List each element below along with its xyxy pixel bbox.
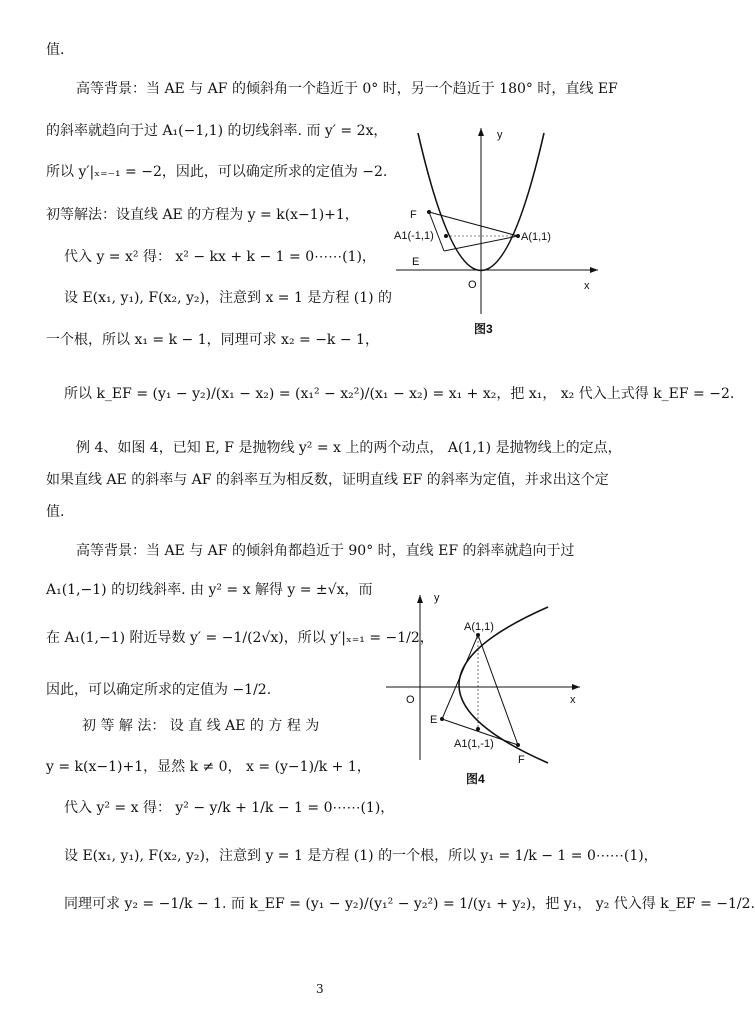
text-line: 所以 k_EF = (y₁ − y₂)/(x₁ − x₂) = (x₁² − x₂²)/(x₁ − x₂) = x₁ + x₂，把 x₁， x₂ 代入上式得 k_EF = −2. — [64, 386, 735, 402]
fig4-point-e: E — [430, 714, 438, 726]
text-line: 例 4、如图 4，已知 E, F 是抛物线 y² = x 上的两个动点， A(1,1) 是抛物线上的定点， — [76, 440, 622, 456]
fig3-origin-label: O — [468, 279, 477, 291]
text-line: 代入 y² = x 得： y² − y/k + 1/k − 1 = 0⋯⋯(1)， — [64, 800, 395, 816]
fig3-point-a1: A1(-1,1) — [394, 230, 434, 242]
text-line: 值. — [46, 42, 65, 58]
text-line: 设 E(x₁, y₁), F(x₂, y₂)，注意到 y = 1 是方程 (1) 的一个根，所以 y₁ = 1/k − 1 = 0⋯⋯(1)， — [64, 848, 658, 864]
fig4-point-a1: A1(1,-1) — [454, 738, 494, 750]
text-line: 初 等 解 法： 设 直 线 AE 的 方 程 为 — [82, 718, 320, 734]
text-line: 设 E(x₁, y₁), F(x₂, y₂)，注意到 x = 1 是方程 (1) 的 — [64, 290, 393, 306]
text-line: 同理可求 y₂ = −1/k − 1. 而 k_EF = (y₁ − y₂)/(y₁² − y₂²) = 1/(y₁ + y₂)，把 y₁， y₂ 代入得 k_EF = −1/2. — [64, 896, 755, 912]
figure-3 — [388, 118, 608, 318]
fig3-point-e: E — [412, 256, 420, 268]
text-line: 一个根，所以 x₁ = k − 1，同理可求 x₂ = −k − 1， — [46, 332, 379, 348]
fig3-x-label: x — [584, 280, 590, 292]
text-line: 高等背景：当 AE 与 AF 的倾斜角都趋近于 90° 时，直线 EF 的斜率就趋向于过 — [76, 543, 575, 559]
fig4-origin-label: O — [406, 694, 415, 706]
text-line: 因此，可以确定所求的定值为 −1/2. — [46, 682, 272, 698]
figure-3-diagram — [388, 118, 608, 318]
text-line: 所以 y′|ₓ₌₋₁ = −2，因此，可以确定所求的定值为 −2. — [46, 164, 388, 180]
figure-4 — [380, 585, 590, 765]
text-line: 初等解法：设直线 AE 的方程为 y = k(x−1)+1， — [46, 207, 359, 223]
text-line: 代入 y = x² 得： x² − kx + k − 1 = 0⋯⋯(1)， — [64, 249, 376, 265]
figure-4-diagram — [380, 585, 590, 765]
text-line: 值. — [46, 504, 65, 520]
text-line: y = k(x−1)+1，显然 k ≠ 0， x = (y−1)/k + 1， — [46, 759, 371, 775]
fig3-point-f: F — [410, 209, 417, 221]
text-line: 的斜率就趋向于过 A₁(−1,1) 的切线斜率. 而 y′ = 2x， — [46, 123, 388, 139]
figure-4-caption: 图4 — [466, 772, 485, 786]
text-line: 如果直线 AE 的斜率与 AF 的斜率互为相反数，证明直线 EF 的斜率为定值，并求出这个定 — [46, 472, 609, 488]
page-number: 3 — [316, 982, 324, 996]
fig3-y-label: y — [497, 129, 503, 141]
fig4-point-a: A(1,1) — [464, 621, 494, 633]
text-line: 在 A₁(1,−1) 附近导数 y′ = −1/(2√x)，所以 y′|ₓ₌₁ = −1/2， — [46, 630, 434, 646]
fig3-point-a: A(1,1) — [521, 231, 551, 243]
text-line: A₁(1,−1) 的切线斜率. 由 y² = x 解得 y = ±√x，而 — [46, 582, 373, 598]
text-line: 高等背景：当 AE 与 AF 的倾斜角一个趋近于 0° 时，另一个趋近于 180° 时，直线 EF — [76, 81, 618, 97]
figure-3-caption: 图3 — [474, 322, 493, 336]
fig4-x-label: x — [570, 694, 576, 706]
fig4-y-label: y — [434, 592, 440, 604]
fig4-point-f: F — [518, 754, 525, 766]
